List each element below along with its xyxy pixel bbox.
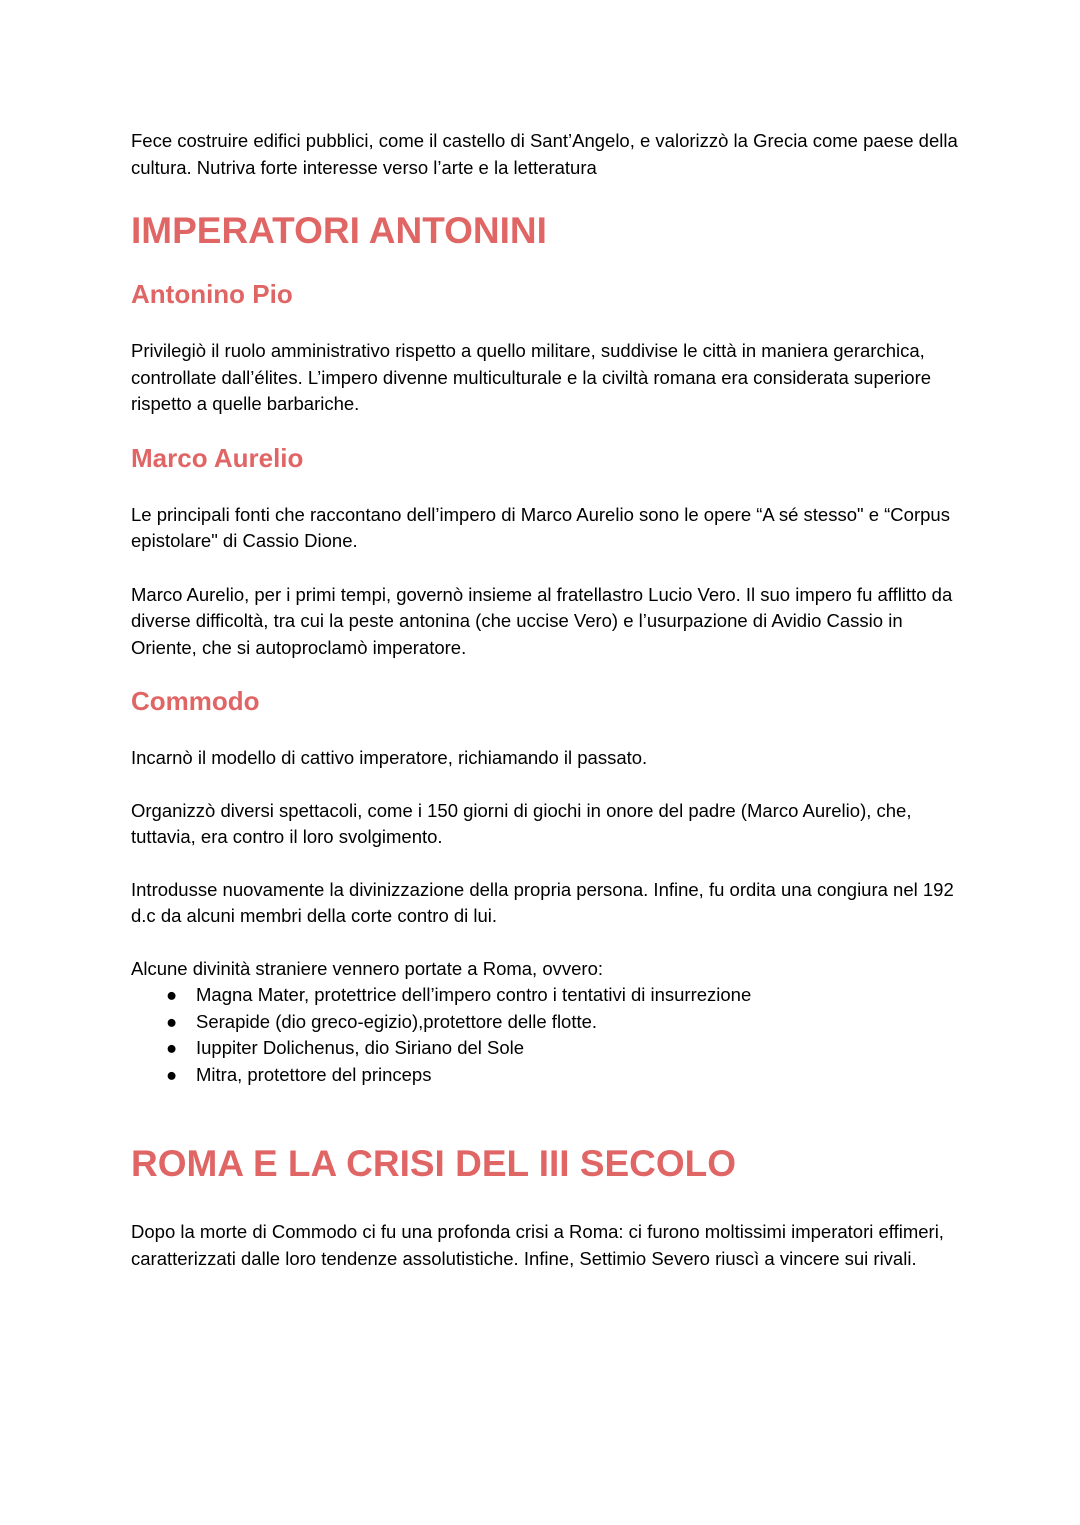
marco-aurelio-paragraph-1: Le principali fonti che raccontano dell’impero di Marco Aurelio sono le opere “A sé stesso" e “Corpus epistolare" di Cassio Dione. — [131, 503, 950, 551]
heading-antonino-pio: Antonino Pio — [131, 279, 293, 309]
list-item — [131, 982, 961, 1009]
commodo-paragraph-3: Introdusse nuovamente la divinizzazione della propria persona. Infine, fu ordita una congiura nel 192 d.c da alcuni membri della corte contro di lui. — [131, 878, 954, 926]
list-item — [131, 1009, 961, 1036]
antonino-pio-paragraph: Privilegiò il ruolo amministrativo rispetto a quello militare, suddivise le città in maniera gerarchica, controllate dall’élites. L’impero divenne multiculturale e la civiltà romana era considerata superiore rispetto a quelle barbariche. — [131, 340, 932, 414]
heading-roma-crisi-iii-secolo: ROMA E LA CRISI DEL III SECOLO — [131, 1143, 737, 1184]
commodo-paragraph-1: Incarnò il modello di cattivo imperatore, richiamando il passato. — [131, 747, 648, 768]
heading-commodo: Commodo — [131, 686, 260, 716]
foreign-deities-list — [131, 982, 961, 1088]
list-item-text: Magna Mater, protettrice dell’impero contro i tentativi di insurrezione — [196, 984, 752, 1005]
list-item-text: Serapide (dio greco-egizio),protettore delle flotte. — [196, 1010, 598, 1032]
bullet-icon: ● — [166, 984, 178, 1005]
list-item-text: Iuppiter Dolichenus, dio Siriano del Sole — [196, 1037, 525, 1058]
bullet-icon: ● — [166, 1037, 178, 1058]
bullet-icon: ● — [166, 1063, 178, 1085]
document-page — [131, 128, 961, 1272]
list-item — [131, 1062, 961, 1089]
marco-aurelio-paragraph-2: Marco Aurelio, per i primi tempi, governò insieme al fratellastro Lucio Vero. Il suo impero fu afflitto da diverse difficoltà, tra cui la peste antonina (che uccise Vero) e l’usurpazione di Avidio Cassio in Oriente, che si autoproclamò imperatore. — [131, 583, 953, 658]
list-item-text: Mitra, protettore del princeps — [196, 1063, 432, 1085]
bullet-icon: ● — [166, 1010, 178, 1032]
heading-imperatori-antonini: IMPERATORI ANTONINI — [131, 210, 547, 251]
commodo-paragraph-2: Organizzò diversi spettacoli, come i 150 giorni di giochi in onore del padre (Marco Aurelio), che, tuttavia, era contro il loro svolgimento. — [131, 799, 912, 847]
intro-paragraph: Fece costruire edifici pubblici, come il castello di Sant’Angelo, e valorizzò la Grecia come paese della cultura. Nutriva forte interesse verso l’arte e la letteratura — [131, 130, 958, 178]
commodo-paragraph-4: Alcune divinità straniere vennero portate a Roma, ovvero: — [131, 957, 604, 979]
heading-marco-aurelio: Marco Aurelio — [131, 442, 304, 473]
list-item — [131, 1035, 961, 1062]
crisi-paragraph: Dopo la morte di Commodo ci fu una profonda crisi a Roma: ci furono moltissimi imperatori effimeri, caratterizzati dalle loro tendenze assolutistiche. Infine, Settimio Severo riuscì a vincere sui rivali. — [131, 1221, 944, 1269]
